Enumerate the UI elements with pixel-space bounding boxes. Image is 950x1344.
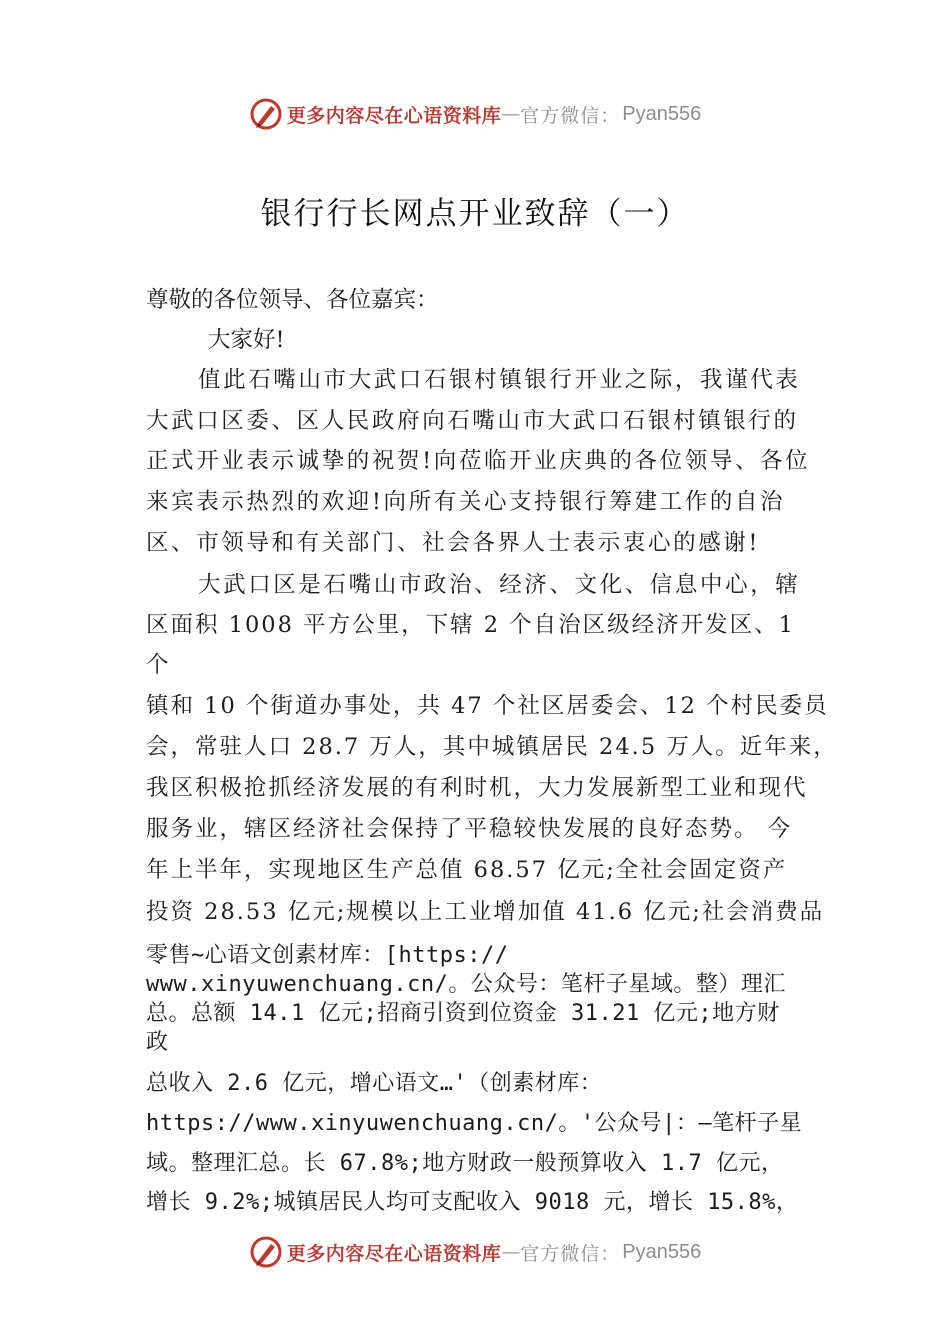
banner-wechat-label: 官方微信：: [520, 104, 621, 127]
pen-logo-icon: [249, 97, 283, 131]
text-line: www.xinyuwenchuang.cn/。公众号：笔杆子星域。整）理汇: [146, 972, 786, 997]
text-line: 大武口区委、区人民政府向石嘴山市大武口石银村镇银行的: [146, 408, 799, 434]
header-banner: [0, 94, 950, 134]
banner-separator: —: [501, 1241, 521, 1263]
banner-text: 更多内容尽在心语资料库: [286, 104, 502, 127]
text-line: https://www.xinyuwenchuang.cn/。'公众号|：—笔杆子星: [146, 1111, 803, 1136]
pen-logo-icon: [249, 1235, 283, 1269]
text-line: 我区积极抢抓经济发展的有利时机，大力发展新型工业和现代: [146, 775, 808, 801]
text-line: 镇和 10 个街道办事处，共 47 个社区居委会、12 个村民委员: [146, 693, 829, 719]
footer-banner: [0, 1232, 950, 1272]
text-line: 投资 28.53 亿元;规模以上工业增加值 41.6 亿元;社会消费品: [146, 899, 825, 925]
document-title: 银行行长网点开业致辞（一）: [260, 196, 690, 232]
text-line: 服务业，辖区经济社会保持了平稳较快发展的良好态势。 今: [146, 816, 793, 842]
text-line: 尊敬的各位领导、各位嘉宾：: [146, 287, 439, 313]
banner-text: 更多内容尽在心语资料库: [286, 1242, 502, 1265]
banner-wechat-id: Pyan556: [622, 1240, 702, 1263]
text-line: 正式开业表示诚挚的祝贺!向莅临开业庆典的各位领导、各位: [146, 448, 811, 474]
text-line: 个: [146, 652, 169, 678]
text-line: 增长 9.2%;城镇居民人均可支配收入 9018 元，增长 15.8%，: [146, 1190, 799, 1215]
banner-separator: —: [501, 103, 521, 125]
banner-wechat-label: 官方微信：: [520, 1242, 621, 1265]
text-line: 总。总额 14.1 亿元;招商引资到位资金 31.21 亿元;地方财: [146, 1001, 780, 1026]
text-line: 域。整理汇总。长 67.8%;地方财政一般预算收入 1.7 亿元，: [146, 1151, 784, 1176]
text-line: 值此石嘴山市大武口石银村镇银行开业之际，我谨代表: [198, 367, 801, 393]
text-line: 总收入 2.6 亿元，增心语文…'（创素材库：: [146, 1071, 603, 1096]
text-line: 来宾表示热烈的欢迎!向所有关心支持银行筹建工作的自治: [146, 489, 786, 515]
text-line: 零售~心语文创素材库：[https://: [146, 943, 509, 968]
text-line: 年上半年，实现地区生产总值 68.57 亿元;全社会固定资产: [146, 857, 788, 883]
text-line: 会，常驻人口 28.7 万人，其中城镇居民 24.5 万人。近年来，: [146, 734, 838, 760]
banner-wechat-id: Pyan556: [622, 102, 702, 125]
text-line: 大家好!: [208, 327, 285, 353]
text-line: 政: [146, 1030, 169, 1055]
text-line: 大武口区是石嘴山市政治、经济、文化、信息中心，辖: [198, 572, 801, 598]
text-line: 区、市领导和有关部门、社会各界人士表示衷心的感谢!: [146, 530, 761, 556]
text-line: 区面积 1008 平方公里，下辖 2 个自治区级经济开发区、1: [146, 612, 796, 638]
